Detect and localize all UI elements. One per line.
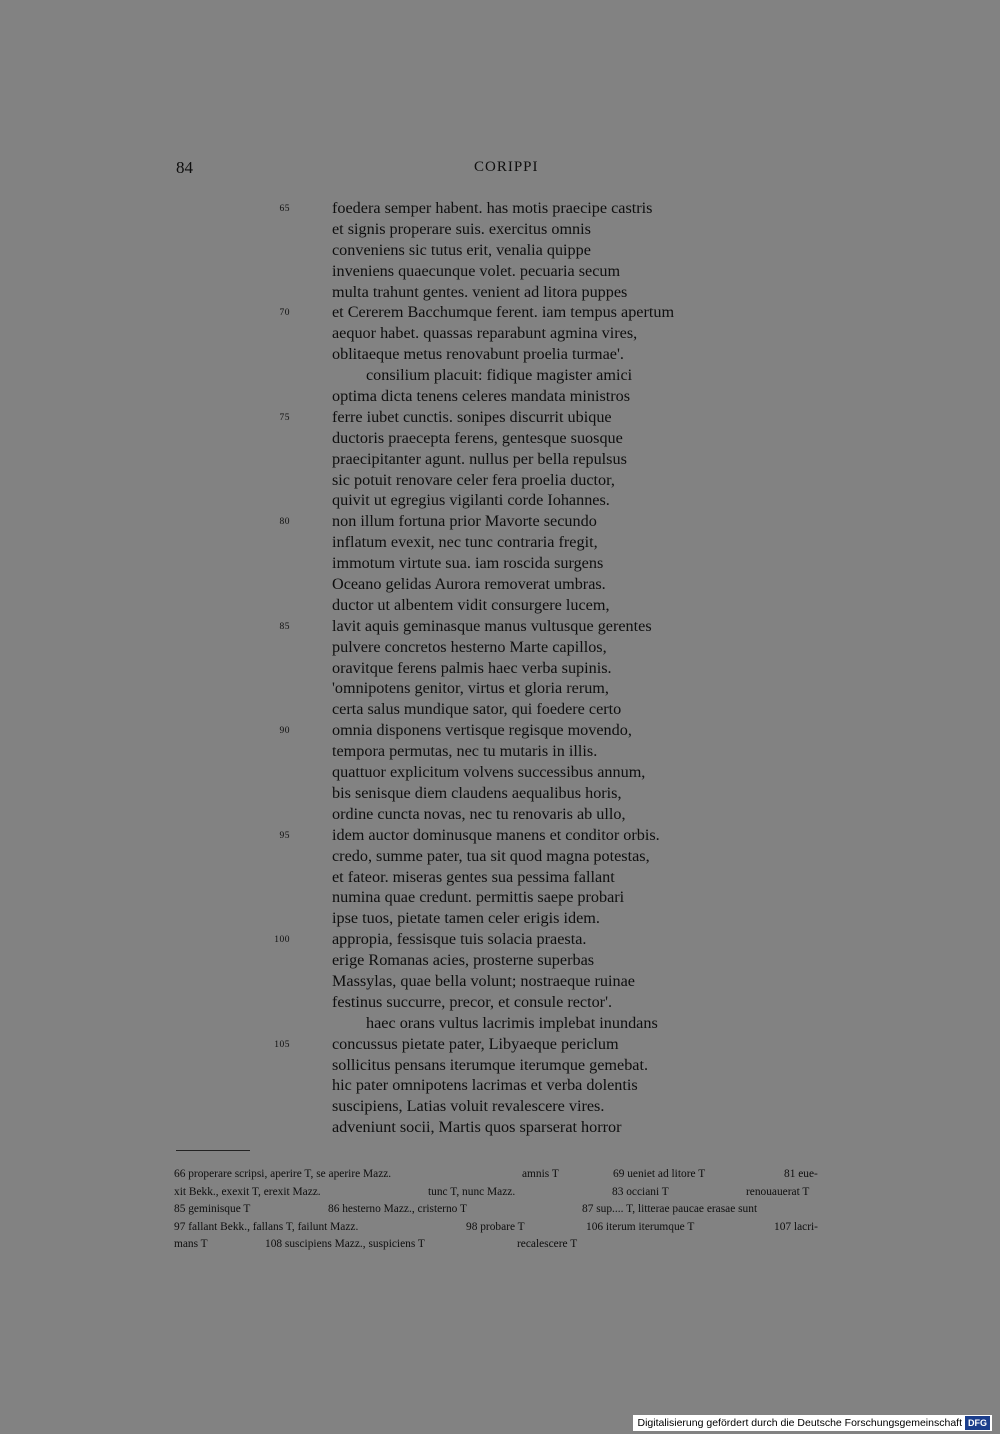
- verse-line: [0, 407, 1000, 428]
- verse-text: Oceano gelidas Aurora removerat umbras.: [332, 575, 606, 594]
- verse-text: multa trahunt gentes. venient ad litora puppes: [332, 282, 628, 301]
- verse-text: omnia disponens vertisque regisque movendo,: [332, 721, 632, 740]
- footnote-entry: 69 ueniet ad litore T: [613, 1168, 706, 1180]
- verse-line: [0, 1096, 1000, 1117]
- verse-line: [0, 532, 1000, 553]
- verse-line: [0, 219, 1000, 240]
- verse-line: [0, 344, 1000, 365]
- verse-text: appropia, fessisque tuis solacia praesta.: [332, 930, 587, 949]
- verse-line: [0, 992, 1000, 1013]
- verse-line: [0, 1117, 1000, 1138]
- verse-text: consilium placuit: fidique magister amici: [366, 366, 633, 385]
- verse-line: [0, 699, 1000, 720]
- verse-line: [0, 428, 1000, 449]
- footnote-entry: renouauerat T: [746, 1185, 810, 1198]
- verse-line: [0, 971, 1000, 992]
- footnote-rule: [176, 1150, 250, 1151]
- verse-text: Massylas, quae bella volunt; nostraeque ruinae: [332, 971, 635, 990]
- verse-line: [0, 1013, 1000, 1034]
- verse-text: credo, summe pater, tua sit quod magna potestas,: [332, 846, 650, 865]
- footnote-line: [174, 1219, 830, 1237]
- verse-text: bis senisque diem claudens aequalibus horis,: [332, 783, 622, 802]
- verse-text: ductor ut albentem vidit consurgere lucem,: [332, 595, 610, 614]
- verse-line: [0, 929, 1000, 950]
- verse-text: inflatum evexit, nec tunc contraria fregit,: [332, 533, 598, 552]
- footnote-entry: 98 probare T: [466, 1220, 525, 1233]
- verse-line: [0, 887, 1000, 908]
- verse-line: [0, 282, 1000, 303]
- verse-line: [0, 323, 1000, 344]
- line-number: 80: [279, 517, 290, 528]
- line-number: 95: [279, 830, 290, 841]
- verse-text: et Cererem Bacchumque ferent. iam tempus apertum: [332, 303, 675, 322]
- verse-text: oblitaeque metus renovabunt proelia turmae'.: [332, 345, 624, 364]
- verse-text: conveniens sic tutus erit, venalia quippe: [332, 240, 591, 259]
- dfg-credit-bar: [633, 1415, 992, 1431]
- verse-text: festinus succurre, precor, et consule rector'.: [332, 992, 613, 1011]
- footnote-entry: amnis T: [522, 1168, 559, 1180]
- verse-text: inveniens quaecunque volet. pecuaria secum: [332, 261, 621, 280]
- line-number: 70: [279, 308, 290, 319]
- footnote-line: [174, 1166, 830, 1184]
- verse-line: [0, 950, 1000, 971]
- footnote-line: [174, 1236, 830, 1254]
- footnote-entry: 85 geminisque T: [174, 1203, 251, 1216]
- verse-text: et fateor. miseras gentes sua pessima fallant: [332, 867, 615, 886]
- verse-text: adveniunt socii, Martis quos sparserat horror: [332, 1118, 622, 1137]
- verse-line: [0, 908, 1000, 929]
- footnote-entry: 106 iterum iterumque T: [586, 1220, 695, 1233]
- verse-line: [0, 574, 1000, 595]
- verse-line: [0, 511, 1000, 532]
- verse-text: 'omnipotens genitor, virtus et gloria rerum,: [332, 679, 609, 698]
- line-number: 85: [279, 621, 290, 632]
- footnote-entry: 83 occiani T: [612, 1185, 669, 1198]
- verse-line: [0, 302, 1000, 323]
- verse-text: concussus pietate pater, Libyaeque periclum: [332, 1034, 619, 1053]
- verse-line: [0, 1055, 1000, 1076]
- line-number: 65: [279, 204, 290, 214]
- verse-text: lavit aquis geminasque manus vultusque gerentes: [332, 616, 652, 635]
- verse-line: [0, 1034, 1000, 1055]
- footnote-entry: 97 fallant Bekk., fallans T, failunt Mazz.: [174, 1220, 359, 1233]
- footnote-line: [174, 1201, 830, 1219]
- footnote-entry: 81 eue-: [784, 1168, 818, 1180]
- footnote-entry: xit Bekk., exexit T, erexit Mazz.: [174, 1185, 321, 1198]
- verse-text: ipse tuos, pietate tamen celer erigis idem.: [332, 909, 600, 928]
- verse-text: oravitque ferens palmis haec verba supinis.: [332, 658, 612, 677]
- verse-text: foedera semper habent. has motis praecipe castris: [332, 199, 653, 217]
- verse-text: ferre iubet cunctis. sonipes discurrit ubique: [332, 407, 612, 426]
- verse-text: ordine cuncta novas, nec tu renovaris ab ullo,: [332, 804, 626, 823]
- verse-text: sic potuit renovare celer fera proelia ductor,: [332, 470, 615, 489]
- verse-line: [0, 846, 1000, 867]
- line-number: 105: [274, 1039, 290, 1050]
- verse-text: optima dicta tenens celeres mandata ministros: [332, 387, 631, 406]
- footnote-entry: tunc T, nunc Mazz.: [428, 1185, 516, 1198]
- page-number: 84: [176, 158, 193, 177]
- verse-text: hic pater omnipotens lacrimas et verba dolentis: [332, 1076, 638, 1095]
- verse-line: [0, 1075, 1000, 1096]
- footnote-entry: recalescere T: [517, 1238, 578, 1251]
- dfg-logo-icon: DFG: [965, 1416, 990, 1430]
- footnote-entry: 108 suscipiens Mazz., suspiciens T: [265, 1238, 425, 1251]
- verse-line: [0, 741, 1000, 762]
- verse-text: non illum fortuna prior Mavorte secundo: [332, 512, 597, 531]
- footnote-entry: 87 sup.... T, litterae paucae erasae sunt: [582, 1203, 758, 1216]
- footnote-line: [174, 1184, 830, 1202]
- footnote-entry: 86 hesterno Mazz., cristerno T: [328, 1203, 467, 1216]
- verse-line: [0, 678, 1000, 699]
- verse-text: et signis properare suis. exercitus omnis: [332, 219, 591, 238]
- footnote-entry: 66 properare scripsi, aperire T, se aperire Mazz.: [174, 1168, 392, 1180]
- footnote-entry: 107 lacri-: [774, 1220, 818, 1233]
- line-number: 90: [279, 726, 290, 737]
- verse-text: suscipiens, Latias voluit revalescere vires.: [332, 1097, 605, 1116]
- verse-line: [0, 261, 1000, 282]
- verse-line: [0, 449, 1000, 470]
- verse-line: [0, 470, 1000, 491]
- verse-block: [0, 198, 1000, 1138]
- verse-text: idem auctor dominusque manens et conditor orbis.: [332, 825, 660, 844]
- verse-line: [0, 595, 1000, 616]
- footnote-entry: mans T: [174, 1238, 208, 1251]
- verse-line: [0, 783, 1000, 804]
- verse-line: [0, 553, 1000, 574]
- verse-line: [0, 490, 1000, 511]
- footnote-block: [174, 1166, 830, 1254]
- verse-line: [0, 365, 1000, 386]
- verse-text: tempora permutas, nec tu mutaris in illis.: [332, 742, 598, 761]
- verse-line: [0, 658, 1000, 679]
- verse-line: [0, 762, 1000, 783]
- verse-line: [0, 386, 1000, 407]
- verse-text: quattuor explicitum volvens successibus annum,: [332, 763, 646, 782]
- verse-line: [0, 804, 1000, 825]
- verse-text: haec orans vultus lacrimis implebat inundans: [366, 1013, 658, 1032]
- line-number: 100: [274, 935, 290, 946]
- verse-line: [0, 720, 1000, 741]
- dfg-credit-text: Digitalisierung gefördert durch die Deutsche Forschungsgemeinschaft: [637, 1417, 962, 1429]
- verse-line: [0, 616, 1000, 637]
- verse-text: immotum virtute sua. iam roscida surgens: [332, 554, 604, 573]
- line-number: 75: [279, 412, 290, 423]
- verse-line: [0, 825, 1000, 846]
- verse-text: sollicitus pensans iterumque iterumque gemebat.: [332, 1055, 649, 1074]
- verse-line: [0, 867, 1000, 888]
- verse-text: erige Romanas acies, prosterne superbas: [332, 951, 595, 970]
- running-head: CORIPPI: [474, 159, 539, 175]
- verse-line: [0, 637, 1000, 658]
- verse-text: praecipitanter agunt. nullus per bella repulsus: [332, 449, 627, 468]
- verse-text: ductoris praecepta ferens, gentesque suosque: [332, 428, 623, 447]
- verse-text: certa salus mundique sator, qui foedere certo: [332, 700, 622, 719]
- verse-text: numina quae credunt. permittis saepe probari: [332, 888, 625, 907]
- verse-text: aequor habet. quassas reparabunt agmina vires,: [332, 324, 638, 343]
- verse-line: [0, 198, 1000, 219]
- verse-text: pulvere concretos hesterno Marte capillos,: [332, 637, 607, 656]
- verse-text: quivit ut egregius vigilanti corde Iohannes.: [332, 491, 610, 510]
- verse-line: [0, 240, 1000, 261]
